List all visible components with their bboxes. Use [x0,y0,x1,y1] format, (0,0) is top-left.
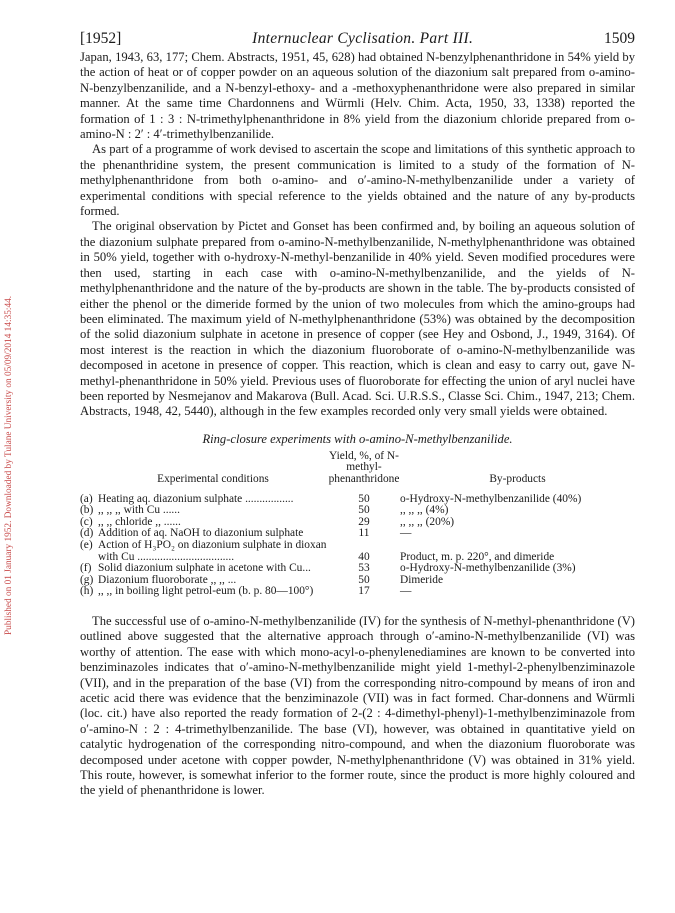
paragraph-4: The successful use of o-amino-N-methylbenzanilide (IV) for the synthesis of N-methyl-phenanthridone (V) outlined above suggested that the alternative approach through o′-amino-N-methylbenzanilide (VI) was worthy of attention. The ease with which mono-acyl-o-phenylenediamines are known to be converted into benziminazoles indicates that o′-amino-N-methylbenzanilide might yield 1-methyl-2-phenylbenziminazole (VII), and in the preparation of the base (VI) from the corresponding nitro-compound by means of iron and acetic acid there was evidence that the benziminazole (VII) was in fact formed. Char-donnens and Würmli (loc. cit.) have also reported the ready formation of 2-(2 : 4-dimethyl-phenyl)-1-methylbenziminazole from o′-amino-N : 2 : 4-trimethylbenzanilide. The base (VI), however, was obtained in quantitative yield on catalytic hydrogenation of the corresponding nitro-compound, and when the diazonium fluoroborate was decomposed under acetone with copper powder, N-methylphenanthridone (V) was obtained in 31% yield. This route, however, is somewhat inferior to the former route, since the product is more highly coloured and the yield of phenanthridone is lower. [80,613,635,798]
row-label: (h) [80,585,94,598]
paragraph-1: Japan, 1943, 63, 177; Chem. Abstracts, 1951, 45, 628) had obtained N-benzylphenanthridone in 54% yield by the action of heat or of copper powder on an aqueous solution of the diazonium salt prepared from o-amino-N-benzylbenzanilide, and a N-benzyl-ethoxy- and a -methoxyphenanthridone were also prepared in similar manner. At the same time Chardonnens and Würmli (Helv. Chim. Acta, 1950, 33, 1338) reported the formation of 1 : 3 : N-trimethylphenanthridone in 8% yield from the diazonium chloride prepared from o-amino-N : 2′ : 4′-trimethylbenzanilide. [80,50,635,142]
paragraph-3: The original observation by Pictet and Gonset has been confirmed and, by boiling an aqueous solution of the diazonium sulphate prepared from o-amino-N-methylbenzanilide, N-methylphenanthridone was obtained in 50% yield, together with o-hydroxy-N-methyl-benzanilide in 40% yield. Seven modified procedures were then used, starting in each case with o-amino-N-methylbenzanilide, and the yields of N-methylphenanthridone and the nature of the by-products are shown in the table. The by-products consisted of either the phenol or the dimeride formed by the union of two molecules from which the amino-groups had been eliminated. The maximum yield of N-methylphenanthridone (53%) was obtained by the decomposition of the solid diazonium sulphate in acetone in presence of copper (see Hey and Osbond, J., 1949, 3164). Of most interest is the reaction in which the diazonium fluoroborate of o-amino-N-methylbenzanilide was decomposed in acetone in presence of copper. This reaction, which is clean and easy to carry out, gave N-methyl-phenanthridone in 50% yield. Previous uses of fluoroborate for effecting the union of aryl nuclei have been reported by Nesmejanov and Makarova (Bull. Acad. Sci. U.R.S.S., Classe Sci. Chim., 1947, 213; Chem. Abstracts, 1948, 42, 5440), although in the few examples recorded only very small yields were obtained. [80,219,635,419]
table-caption: Ring-closure experiments with o-amino-N-methylbenzanilide. [202,431,513,446]
row-label: (f) [80,562,92,575]
row-byproducts: o-Hydroxy-N-methylbenzanilide (3%) [400,562,576,575]
year: [1952] [80,30,122,47]
row-yield: 29 [358,515,370,528]
row-byproducts: Dimeride [400,573,444,586]
running-header [80,30,635,48]
row-conditions: Diazonium fluoroborate ,, ,, ... [98,573,237,586]
row-byproducts: — [400,585,412,598]
row-byproducts: — [400,527,412,540]
table-row [80,505,635,517]
results-table [80,451,635,598]
row-yield: 53 [358,562,370,575]
table-row [80,540,635,563]
row-byproducts: o-Hydroxy-N-methylbenzanilide (40%) [400,492,582,505]
row-conditions: Addition of aq. NaOH to diazonium sulphate [98,527,304,540]
row-byproducts: ,, ,, ,, (20%) [400,515,455,528]
row-yield: 40 [358,550,370,563]
row-yield: 11 [358,527,370,540]
paragraph-2: As part of a programme of work devised to ascertain the scope and limitations of this synthetic approach to the phenanthridine system, the present communication is limited to a study of the formation of N-methylphenanthridone from both o-amino- and o′-amino-N-methylbenzanilide under a variety of experimental conditions with special reference to the yields obtained and the nature of any by-products formed. [80,142,635,219]
row-label: (g) [80,573,94,586]
row-label: (b) [80,504,94,517]
row-label: (d) [80,527,94,540]
row-conditions: ,, ,, in boiling light petrol-eum (b. p. 80—100°) [98,585,314,598]
row-byproducts: ,, ,, ,, (4%) [400,504,449,517]
row-label: (a) [80,492,93,505]
journal-page [80,30,635,799]
col-header-conditions: Experimental conditions [157,472,269,485]
col-header-byproducts: By-products [489,472,546,485]
table-row [80,563,635,575]
page-number: 1509 [603,30,635,47]
row-yield: 50 [358,492,370,505]
row-conditions: Solid diazonium sulphate in acetone with Cu... [98,562,311,575]
download-watermark: Published on 01 January 1952. Downloaded by Tulane University on 05/09/2014 14:35:44. [4,295,14,635]
row-label: (e) [80,538,93,551]
col-header-yield: Yield, %, of N-methyl-phenanthridone [328,449,400,485]
row-conditions: Heating aq. diazonium sulphate ................. [98,492,294,505]
row-yield: 50 [358,504,370,517]
row-label: (c) [80,515,93,528]
row-byproducts: Product, m. p. 220°, and dimeride [400,550,555,563]
table-row [80,586,635,598]
row-conditions: Action of H₃PO₂ on diazonium sulphate in dioxan with Cu .................................. [98,538,327,563]
row-yield: 17 [358,585,370,598]
row-conditions: ,, ,, chloride ,, ...... [98,515,181,528]
running-title: Internuclear Cyclisation. Part III. [252,30,474,47]
row-yield: 50 [358,573,370,586]
row-conditions: ,, ,, ,, with Cu ...... [98,504,180,517]
